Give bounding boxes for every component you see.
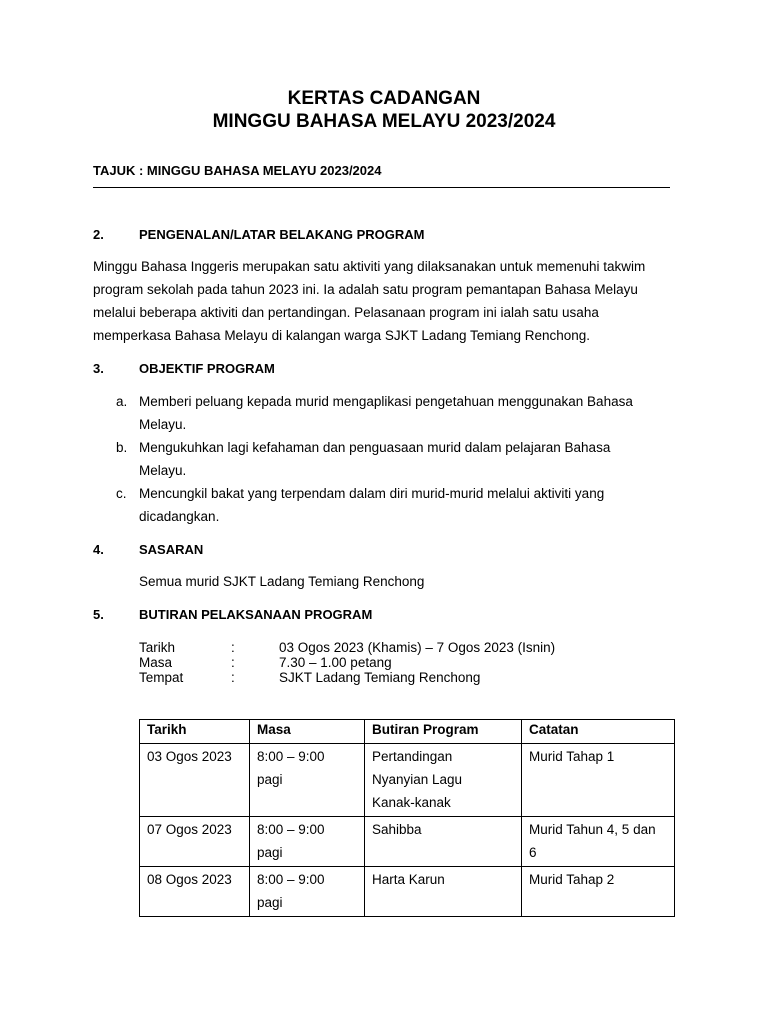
list-item <box>116 436 676 482</box>
cell-line: Nyanyian Lagu <box>372 772 463 787</box>
list-item <box>116 390 676 436</box>
section-number: 3. <box>93 361 104 376</box>
list-text: Mengukuhkan lagi kefahaman dan penguasaan murid dalam pelajaran Bahasa <box>139 440 611 455</box>
section-title: SASARAN <box>139 542 204 557</box>
paragraph-line: program sekolah pada tahun 2023 ini. Ia adalah satu program pemantapan Bahasa Melayu <box>93 282 638 297</box>
detail-colon: : <box>231 640 235 655</box>
cell-line: 8:00 – 9:00 <box>257 872 325 887</box>
detail-label: Masa <box>139 655 173 670</box>
cell-line: pagi <box>257 895 283 910</box>
table-row <box>140 744 675 817</box>
tajuk-line: TAJUK : MINGGU BAHASA MELAYU 2023/2024 <box>93 163 382 178</box>
list-text: Melayu. <box>139 417 187 432</box>
detail-label: Tempat <box>139 670 184 685</box>
cell-line: Murid Tahun 4, 5 dan <box>529 822 656 837</box>
section-2-paragraph <box>93 255 673 347</box>
cell-line: Harta Karun <box>372 872 445 887</box>
document-title-line2: MINGGU BAHASA MELAYU 2023/2024 <box>212 111 556 132</box>
table-row <box>140 867 675 917</box>
detail-value: 7.30 – 1.00 petang <box>279 655 392 670</box>
schedule-table <box>139 719 675 917</box>
section-title: PENGENALAN/LATAR BELAKANG PROGRAM <box>139 227 425 242</box>
detail-colon: : <box>231 655 235 670</box>
column-header-tarikh: Tarikh <box>140 720 250 744</box>
cell-tarikh <box>140 744 250 817</box>
list-text: Memberi peluang kepada murid mengaplikasi pengetahuan menggunakan Bahasa <box>139 394 633 409</box>
section-number: 5. <box>93 607 104 622</box>
detail-value: 03 Ogos 2023 (Khamis) – 7 Ogos 2023 (Isnin) <box>279 640 556 655</box>
cell-line: Sahibba <box>372 822 422 837</box>
cell-line: pagi <box>257 772 283 787</box>
section-title: OBJEKTIF PROGRAM <box>139 361 275 376</box>
list-text: dicadangkan. <box>139 509 220 524</box>
cell-tarikh <box>140 817 250 867</box>
cell-line: 03 Ogos 2023 <box>147 749 232 764</box>
cell-line: Kanak-kanak <box>372 795 451 810</box>
list-marker: b. <box>116 440 128 455</box>
horizontal-rule <box>93 187 670 188</box>
list-marker: c. <box>116 486 127 501</box>
cell-line: 8:00 – 9:00 <box>257 749 325 764</box>
column-header-masa: Masa <box>250 720 365 744</box>
cell-butiran <box>365 867 522 917</box>
cell-line: 07 Ogos 2023 <box>147 822 232 837</box>
document-title-line1: KERTAS CADANGAN <box>287 88 481 109</box>
paragraph-line: melalui beberapa aktiviti dan pertandingan. Pelasanaan program ini ialah satu usaha <box>93 305 599 320</box>
cell-line: 08 Ogos 2023 <box>147 872 232 887</box>
cell-line: pagi <box>257 845 283 860</box>
list-item <box>116 482 676 528</box>
list-marker: a. <box>116 394 128 409</box>
detail-row-masa <box>139 655 639 670</box>
table-row <box>140 817 675 867</box>
cell-catatan <box>522 817 675 867</box>
cell-line: 6 <box>529 845 537 860</box>
cell-line: Pertandingan <box>372 749 453 764</box>
sasaran-text: Semua murid SJKT Ladang Temiang Renchong <box>139 574 425 589</box>
detail-row-tempat <box>139 670 639 685</box>
cell-line: Murid Tahap 1 <box>529 749 615 764</box>
paragraph-line: memperkasa Bahasa Melayu di kalangan warga SJKT Ladang Temiang Renchong. <box>93 328 591 343</box>
column-header-catatan: Catatan <box>522 720 675 744</box>
list-text: Melayu. <box>139 463 187 478</box>
cell-catatan <box>522 744 675 817</box>
section-title: BUTIRAN PELAKSANAAN PROGRAM <box>139 607 373 622</box>
cell-masa <box>250 744 365 817</box>
detail-label: Tarikh <box>139 640 176 655</box>
paragraph-line: Minggu Bahasa Inggeris merupakan satu aktiviti yang dilaksanakan untuk memenuhi takwim <box>93 259 646 274</box>
cell-tarikh <box>140 867 250 917</box>
detail-value: SJKT Ladang Temiang Renchong <box>279 670 481 685</box>
cell-line: 8:00 – 9:00 <box>257 822 325 837</box>
cell-masa <box>250 867 365 917</box>
objective-list <box>116 390 676 528</box>
table-header-row <box>140 720 675 744</box>
section-number: 2. <box>93 227 104 242</box>
cell-butiran <box>365 744 522 817</box>
detail-row-tarikh <box>139 640 639 655</box>
detail-colon: : <box>231 670 235 685</box>
cell-butiran <box>365 817 522 867</box>
list-text: Mencungkil bakat yang terpendam dalam diri murid-murid melalui aktiviti yang <box>139 486 605 501</box>
cell-catatan <box>522 867 675 917</box>
program-details <box>139 640 639 685</box>
column-header-butiran: Butiran Program <box>365 720 522 744</box>
cell-line: Murid Tahap 2 <box>529 872 615 887</box>
section-number: 4. <box>93 542 104 557</box>
cell-masa <box>250 817 365 867</box>
